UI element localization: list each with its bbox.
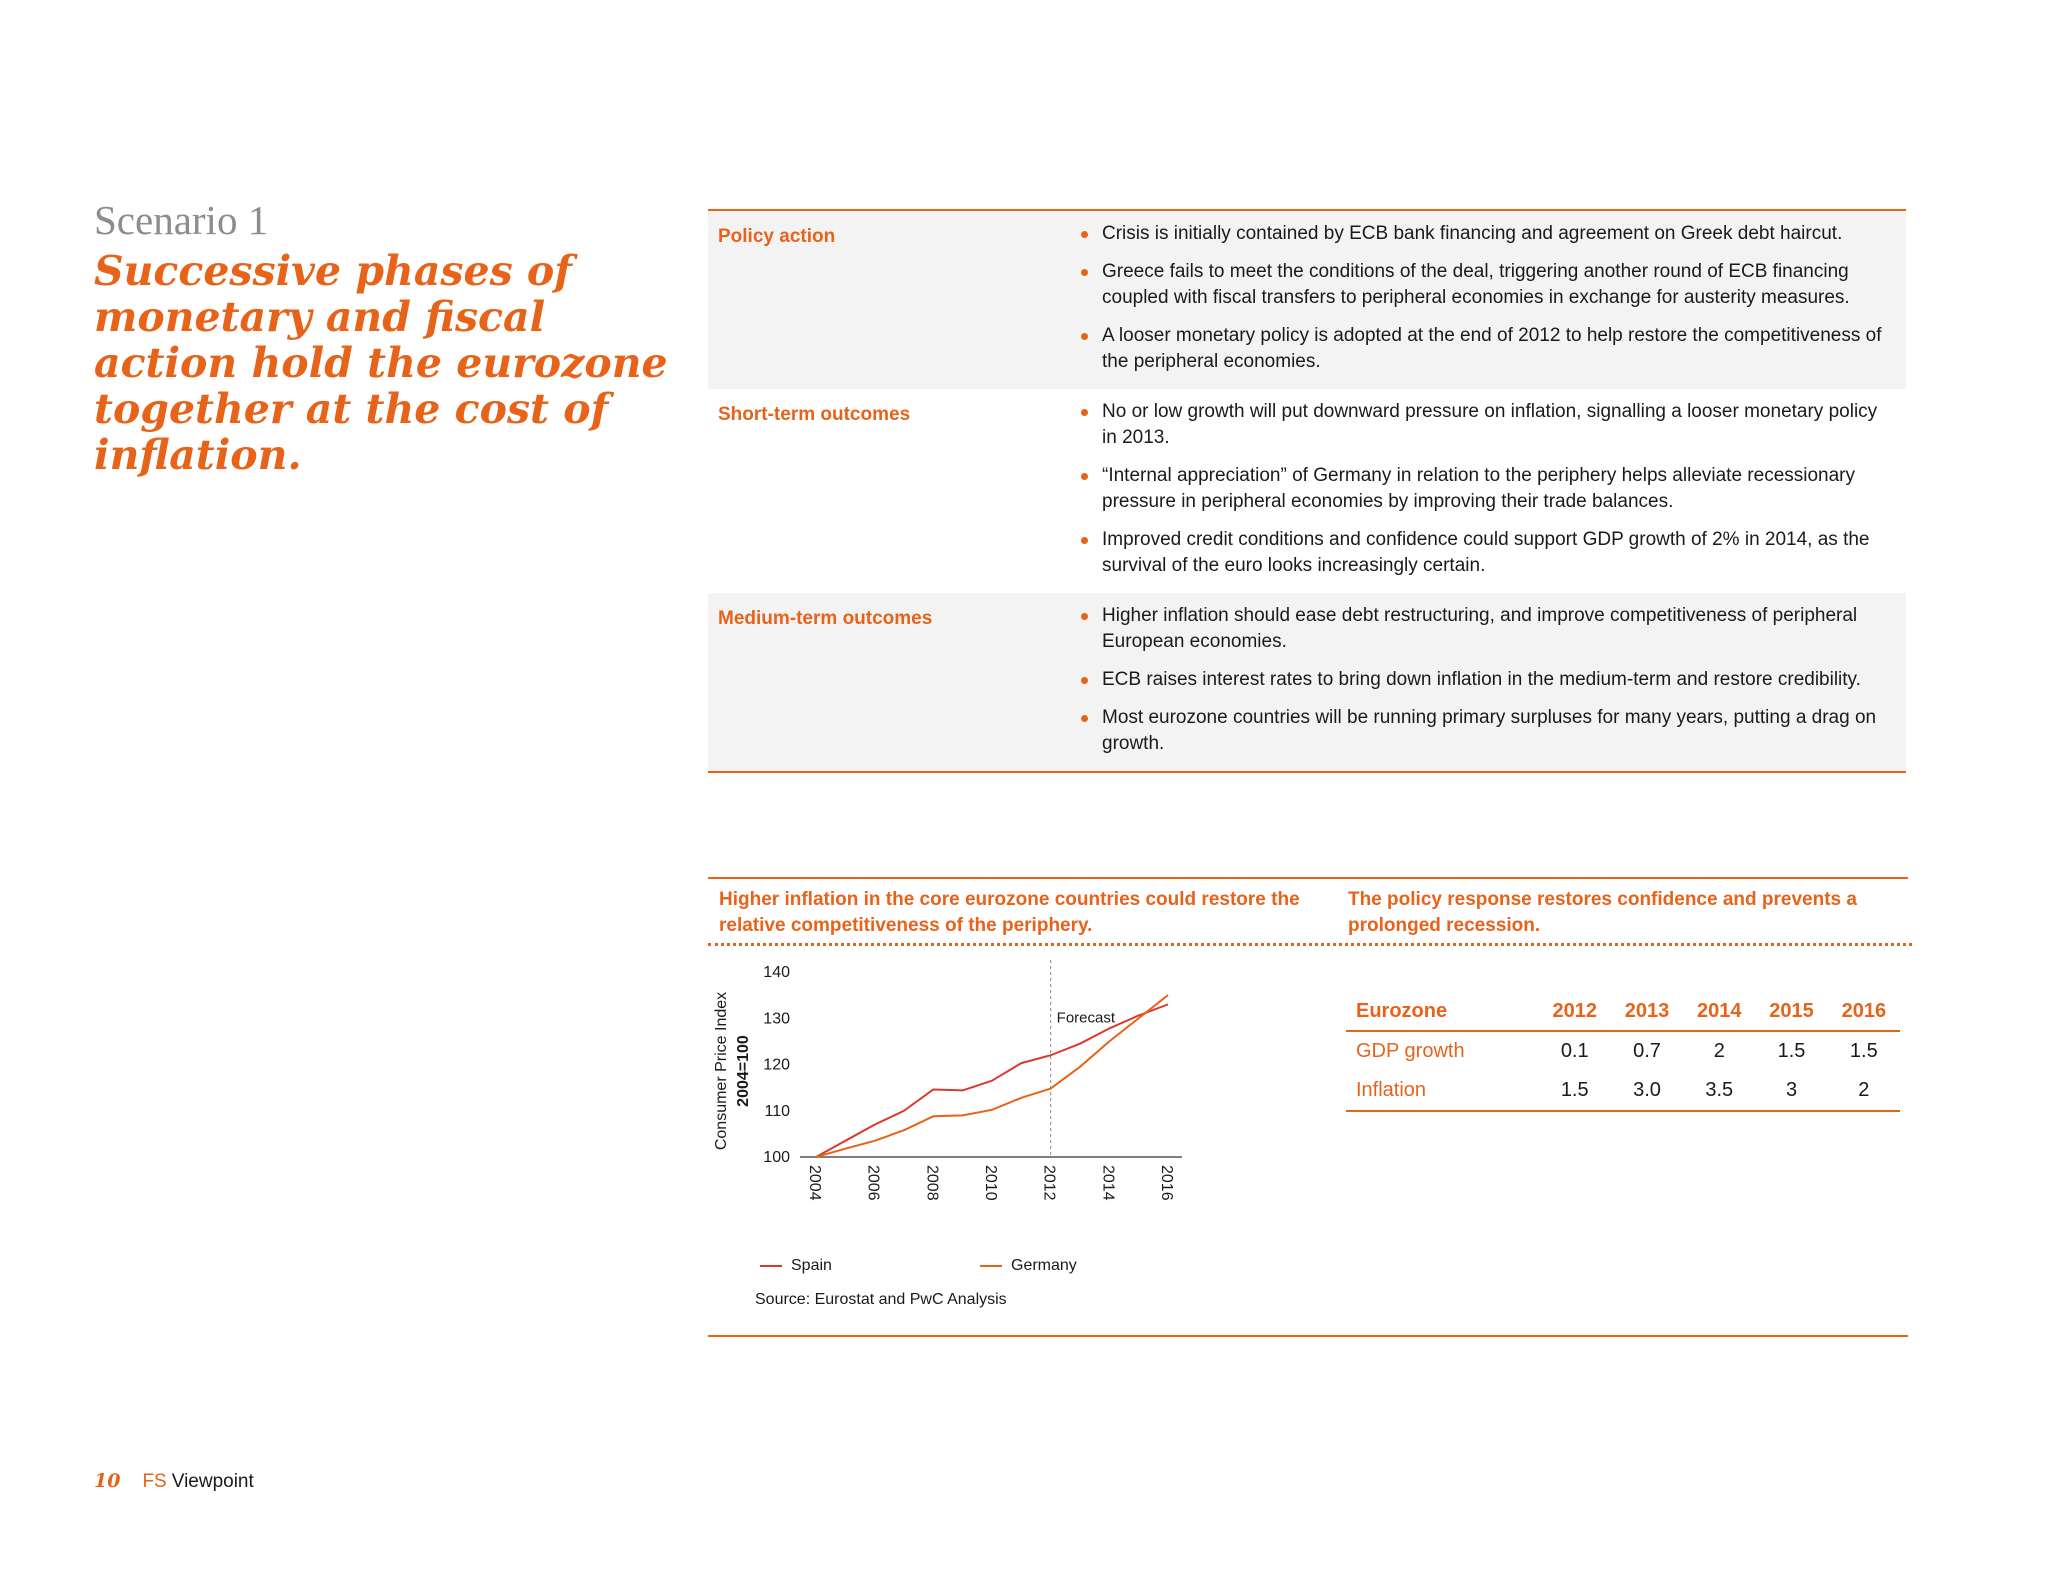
table-cell: 1.5 [1849,1040,1878,1062]
y-axis-subtitle: 2004=100 [735,1035,752,1107]
row-label: Inflation [1346,1071,1539,1111]
chart-title: Higher inflation in the core eurozone countries could restore the relative competitiveness of the periphery. [719,889,1300,936]
row-heading: Medium-term outcomes [718,608,933,629]
legend-swatch [980,1265,1002,1267]
header-cell: 2013 [1611,993,1683,1031]
x-tick-label: 2014 [1099,1165,1117,1201]
table-cell: 1.5 [1539,1071,1611,1111]
legend-swatch [760,1265,782,1267]
table-cell: 1.5 [1777,1040,1806,1062]
publication-name: Viewpoint [171,1471,254,1492]
table-header-row [1346,993,1900,1031]
bullet-item: ECB raises interest rates to bring down inflation in the medium-term and restore credibility. [1078,667,1896,693]
page-headline: Successive phases of monetary and fiscal action hold the eurozone together at the cost of inflation. [94,247,668,479]
x-tick-label: 2006 [864,1165,882,1201]
bullet-item: Most eurozone countries will be running primary surpluses for many years, putting a drag on growth. [1078,705,1896,757]
bullet-item: A looser monetary policy is adopted at the end of 2012 to help restore the competitiveness of the peripheral economies. [1078,323,1896,375]
x-tick-label: 2012 [1040,1165,1058,1201]
header-cell: 2014 [1683,993,1755,1031]
y-tick-label: 130 [763,1010,790,1028]
table-cell: 0.1 [1560,1040,1589,1062]
x-tick-label: 2016 [1158,1165,1175,1201]
legend-item-germany [980,1257,1077,1275]
publication-fs: FS [142,1471,167,1492]
y-axis-title: Consumer Price Index [713,991,730,1151]
y-tick-label: 100 [763,1149,790,1166]
bullet-item: Crisis is initially contained by ECB bank financing and agreement on Greek debt haircut. [1078,221,1896,247]
chart-source: Source: Eurostat and PwC Analysis [755,1291,1007,1308]
table-cell: 2 [1713,1040,1725,1062]
table-cell: 3 [1755,1071,1827,1111]
table-cell: 3.0 [1611,1071,1683,1111]
table-row [1346,1071,1900,1111]
legend-label: Germany [1011,1257,1077,1274]
x-tick-label: 2008 [923,1165,941,1201]
bullet-item: “Internal appreciation” of Germany in relation to the periphery helps alleviate recessionary pressure in peripheral economies by improving their trade balances. [1078,463,1896,515]
table-cell: 3.5 [1683,1071,1755,1111]
header-cell: 2012 [1539,993,1611,1031]
header-cell: 2016 [1828,993,1900,1031]
scenario-label: Scenario 1 [94,197,269,243]
eurozone-table [1346,993,1900,1112]
series-line-germany [816,995,1168,1157]
header-cell: 2015 [1755,993,1827,1031]
policy-row-short-term [708,389,1906,593]
row-heading: Policy action [718,226,836,247]
x-tick-label: 2010 [982,1165,999,1201]
page-footer [94,1470,254,1493]
page-number: 10 [94,1470,121,1492]
chart-legend [760,1257,1160,1281]
policy-row-medium-term [708,593,1906,771]
policy-row-policy-action [708,211,1906,389]
row-label: GDP growth [1356,1040,1465,1062]
row-heading: Short-term outcomes [718,404,911,425]
cpi-line-chart [708,959,1188,1259]
bullet-list [1078,217,1906,387]
header-cell: Eurozone [1346,993,1539,1031]
bullet-item: No or low growth will put downward pressure on inflation, signalling a looser monetary policy in 2013. [1078,399,1896,451]
series-line-spain [816,1004,1168,1157]
table-title: The policy response restores confidence and prevents a prolonged recession. [1348,889,1857,936]
policy-table [708,209,1906,773]
bullet-list [1078,395,1906,591]
bullet-item: Improved credit conditions and confidence could support GDP growth of 2% in 2014, as the survival of the euro looks increasingly certain. [1078,527,1896,579]
legend-item-spain [760,1257,832,1275]
y-tick-label: 110 [764,1102,790,1120]
lower-panel [708,877,1908,1337]
bullet-list [1078,599,1906,769]
y-tick-label: 120 [763,1056,790,1074]
bullet-item: Higher inflation should ease debt restructuring, and improve competitiveness of peripheral European economies. [1078,603,1896,655]
y-tick-label: 140 [763,964,790,981]
forecast-label: Forecast [1056,1009,1116,1027]
table-cell: 0.7 [1633,1040,1661,1062]
x-tick-label: 2004 [806,1165,823,1201]
table-cell: 2 [1828,1071,1900,1111]
legend-label: Spain [791,1257,832,1274]
table-row [1346,1031,1900,1071]
dotted-divider [708,943,1912,946]
bullet-item: Greece fails to meet the conditions of the deal, triggering another round of ECB financing coupled with fiscal transfers to peripheral economies in exchange for austerity measures. [1078,259,1896,311]
